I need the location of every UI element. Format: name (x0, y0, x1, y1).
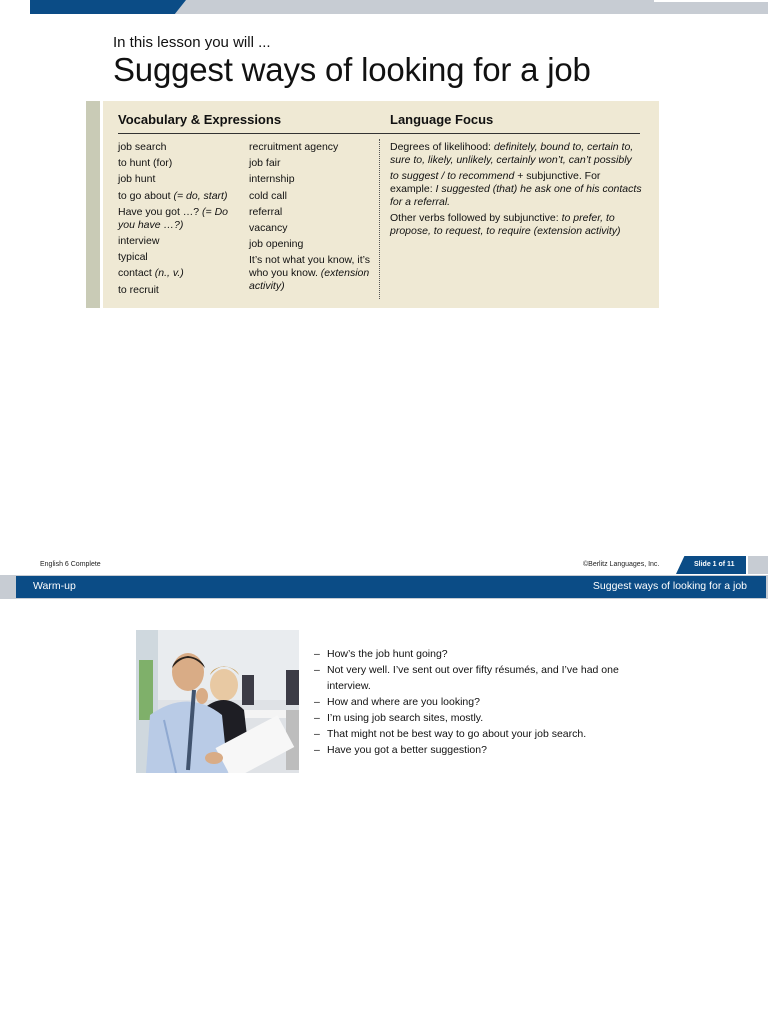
dialogue-dash: – (314, 728, 320, 740)
language-focus-item (390, 170, 645, 209)
vocab-item (249, 173, 374, 186)
vocab-term: It’s not what you know, it’s who you know. (249, 254, 371, 280)
vocab-item (249, 238, 374, 251)
dialogue-line (314, 726, 634, 742)
dialogue-line (314, 662, 634, 694)
vocab-term: job opening (249, 238, 304, 251)
vocab-item (249, 141, 374, 154)
vocab-term: Have you got …? (118, 205, 203, 218)
job-search-photo (136, 630, 299, 773)
focus-heading: Language Focus (390, 112, 494, 127)
focus-example: I suggested (that) he ask one of his contacts for a referral. (390, 183, 642, 208)
vocab-item (118, 267, 243, 280)
vocab-item (249, 254, 374, 293)
vocab-term: to recruit (118, 283, 159, 296)
vocab-term: recruitment agency (249, 141, 339, 153)
vocab-note: (extension activity) (249, 267, 370, 293)
vocab-item (118, 251, 243, 264)
vocab-item (118, 157, 243, 170)
vocab-term: internship (249, 173, 295, 186)
vocab-term: to go about (118, 189, 174, 202)
vocab-item (249, 190, 374, 203)
dialogue-dash: – (314, 648, 320, 660)
vocab-term: job search (118, 141, 167, 153)
focus-text: + subjunctive. For example: (390, 170, 601, 195)
dialogue-dash: – (314, 664, 320, 676)
focus-example: definitely, bound to, certain to, sure to, likely, unlikely, certainly won’t, can’t possibly (390, 141, 634, 166)
dialogue-line (314, 646, 634, 662)
vocab-term: contact (118, 267, 155, 280)
dialogue-text: I’m using job search sites, mostly. (327, 712, 484, 724)
vocab-item (249, 206, 374, 219)
focus-example: to prefer, to propose, to request, to require (extension activity) (390, 212, 621, 237)
warm-up-dialogue (314, 646, 634, 758)
vocab-item (118, 190, 243, 203)
dialogue-dash: – (314, 712, 320, 724)
vocab-item (118, 141, 243, 154)
language-focus-item (390, 141, 645, 167)
heading-rule (118, 133, 640, 134)
section-label: Warm-up (33, 580, 76, 592)
vocab-item (249, 222, 374, 235)
top-bar-notch (0, 0, 30, 14)
vocab-note: (= do, start) (173, 189, 228, 202)
top-bar-tab (654, 0, 768, 2)
vocab-term: referral (249, 205, 283, 218)
section-topic: Suggest ways of looking for a job (592, 580, 747, 592)
focus-text: Other verbs followed by subjunctive: (390, 212, 562, 224)
vocab-column-1 (118, 141, 243, 300)
focus-example: to suggest / to recommend (390, 170, 515, 182)
vocab-term: typical (118, 251, 148, 264)
panel-stripe-divider (100, 101, 103, 308)
vocab-item (118, 206, 243, 232)
dialogue-text: How and where are you looking? (327, 696, 480, 708)
vocab-note: (n., v.) (154, 267, 184, 280)
dialogue-text: Not very well. I’ve sent out over fifty résumés, and I’ve had one interview. (327, 664, 619, 692)
slide-counter: Slide 1 of 11 (694, 561, 735, 568)
copyright: ©Berlitz Languages, Inc. (583, 561, 660, 568)
focus-text: Degrees of likelihood: (390, 141, 494, 153)
vocab-term: vacancy (249, 221, 288, 234)
vocab-term: to hunt (for) (118, 157, 173, 170)
vocab-heading: Vocabulary & Expressions (118, 112, 282, 127)
vocab-item (118, 173, 243, 186)
footer-end-block (748, 556, 768, 574)
panel-stripe (86, 101, 100, 308)
vocab-item (118, 284, 243, 297)
dialogue-line (314, 694, 634, 710)
vocab-term: interview (118, 234, 160, 247)
dialogue-text: That might not be best way to go about your job search. (327, 728, 587, 740)
column-divider (379, 139, 380, 299)
vocab-item (249, 157, 374, 170)
dialogue-line (314, 710, 634, 726)
language-focus-column (390, 141, 645, 241)
vocab-term: job hunt (118, 173, 156, 186)
vocab-item (118, 235, 243, 248)
dialogue-text: How’s the job hunt going? (327, 648, 448, 660)
dialogue-dash: – (314, 744, 320, 756)
lesson-intro: In this lesson you will ... (113, 34, 271, 51)
vocab-term: cold call (249, 189, 287, 202)
course-name: English 6 Complete (40, 561, 101, 568)
language-focus-item (390, 212, 645, 238)
vocab-note: (= Do you have …?) (118, 205, 229, 231)
dialogue-dash: – (314, 696, 320, 708)
lesson-title: Suggest ways of looking for a job (113, 51, 591, 88)
dialogue-line (314, 742, 634, 758)
vocab-column-2 (249, 141, 374, 297)
vocab-term: job fair (249, 157, 281, 170)
dialogue-text: Have you got a better suggestion? (327, 744, 487, 756)
